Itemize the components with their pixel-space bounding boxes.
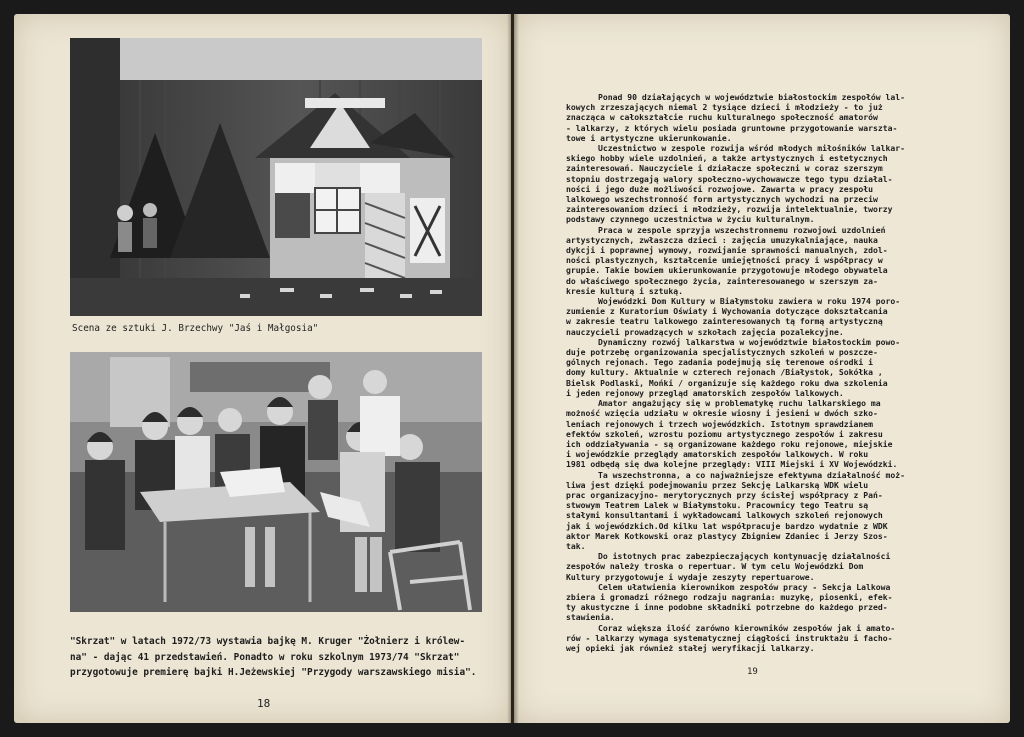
photo-puppet-theatre-stage [70,38,482,316]
body-line: Ta wszechstronna, a co najważniejsze efektywna działalność moż- [598,469,905,480]
body-paragraph [566,582,966,623]
page-number-right: 19 [747,667,758,677]
body-line: nauczycieli prowadzących w szkołach zajęcia pozalekcyjne. [566,326,844,337]
body-line: - lalkarzy, z których wielu posiada gruntowne przygotowanie warszta- [566,122,898,133]
page-number-left: 18 [257,697,271,710]
paragraph-line: na" - dając 41 przedstawień. Ponadto w roku szkolnym 1973/74 "Skrzat" [70,651,460,663]
body-line: leniach rejonowych i trzech wojewódzkich. Istotnym sprawdzianem [566,418,873,429]
body-line: artystycznych, zwłaszcza dzieci : zajęcia umuzykalniające, nauka [566,234,878,245]
body-paragraph [566,92,966,143]
body-line: Bielsk Podlaski, Mońki / organizuje się każdego roku dwa szkolenia [566,377,888,388]
body-paragraph [566,337,966,398]
body-line: Celem ułatwienia kierownikom zespołów pracy - Sekcja Lalkowa [598,581,891,592]
body-line: dykcji i poprawnej wymowy, rozwijanie sprawności manualnych, zdol- [566,245,888,256]
body-line: ności plastycznych, kształcenie umiejętności pracy i współpracy w [566,255,883,266]
body-line: ich oddziaływania - są organizowane każdego roku rejonowe, miejskie [566,438,893,449]
body-line: zespołów należy troska o repertuar. W tym celu Wojewódzki Dom [566,561,864,572]
body-paragraph [566,623,966,654]
stage-illustration [70,38,482,316]
photo-caption: Scena ze sztuki J. Brzechwy "Jaś i Małgosia" [72,323,319,334]
body-paragraph [566,143,966,225]
body-line: efektów szkoleń, wzrostu poziomu artystycznego zespołów i zakresu [566,428,883,439]
body-line: jak i wojewódzkich.Od kilku lat współpracuje bardzo wydatnie z WDK [566,520,888,531]
body-line: rów - lalkarzy wymaga systematycznej ciągłości instruktażu i facho- [566,632,893,643]
body-line: i jeden rejonowy przegląd amatorskich zespołów lalkowych. [566,387,844,398]
body-line: Uczestnictwo w zespole rozwija wśród młodych miłośników lalkar- [598,143,905,154]
body-line: lalkowego wszechstronność form artystycznych wychodzi na przeciw [566,194,878,205]
body-line: kowych zrzeszających niemal 2 tysiące dzieci i młodzieży - to już [566,102,883,113]
body-line: i wojewódzkie przeglądy amatorskich zespołów lalkowych. W roku [566,449,869,460]
body-paragraph [566,551,966,582]
book-gutter [507,14,519,723]
body-line: w zakresie teatru lalkowego zainteresowanych tą formą artystyczną [566,316,883,327]
body-line: ności i jego duże możliwości rozwojowe. Zawarta w pracy zespołu [566,183,873,194]
body-line: Dynamiczny rozwój lalkarstwa w województwie białostockim powo- [598,336,901,347]
body-line: Praca w zespole sprzyja wszechstronnemu rozwojowi uzdolnień [598,224,886,235]
body-line: możność wzięcia udziału w okresie wiosny i jesieni w dwóch szko- [566,408,878,419]
body-line: wej opieki jak również stałej weryfikacji lalkarzy. [566,642,815,653]
body-paragraph [566,398,966,469]
body-line: towe i artystyczne ukierunkowanie. [566,132,732,143]
body-paragraph [566,296,966,337]
body-line: stawienia. [566,612,615,623]
body-line: zbiera i gromadzi różnego rodzaju nagrania: muzykę, piosenki, efek- [566,591,893,602]
body-line: Ponad 90 działających w województwie białostockim zespołów lal- [598,92,905,102]
body-line: aktor Marek Kotkowski oraz plastycy Zbigniew Zdaniec i Jerzy Szos- [566,530,888,541]
right-page-body-text [566,92,966,653]
body-line: zainteresowaniom dzieci i młodzieży, rozwija intelektualnie, tworzy [566,204,893,215]
body-line: podstawy czynnego uczestnictwa w życiu kulturalnym. [566,214,815,225]
body-paragraph [566,470,966,552]
paragraph-line: "Skrzat" w latach 1972/73 wystawia bajkę M. Kruger "Żołnierz i królew- [70,636,466,647]
body-line: do właściwego społecznego życia, zainteresowanego w szerszym za- [566,275,878,286]
body-line: Wojewódzki Dom Kultury w Białymstoku zawiera w roku 1974 poro- [598,296,901,307]
photo-children-reading-group [70,352,482,612]
body-line: Kultury przygotowuje i wydaje zeszyty repertuarowe. [566,571,815,582]
left-page-paragraph [70,634,490,681]
body-line: Do istotnych prac zabezpieczających kontynuację działalności [598,551,891,562]
body-line: zumienie z Kuratorium Oświaty i Wychowania dotyczące dokształcania [566,306,888,317]
body-line: tak. [566,540,586,551]
body-line: skiego hobby wiele uzdolnień, a także artystycznych i estetycznych [566,153,888,164]
body-line: Amator angażujący się w problematykę ruchu lalkarskiego ma [598,398,881,409]
body-line: zainteresowań. Nauczyciele i działacze społeczni w coraz szerszym [566,163,883,174]
children-illustration [70,352,482,612]
body-line: 1981 odbędą się dwa kolejne przeglądy: VIII Miejski i XV Wojewódzki. [566,459,898,470]
body-line: stopniu dostrzegają walory społeczno-wychowawcze tego typu działal- [566,173,893,184]
body-line: domy kultury. Aktualnie w czterech rejonach /Białystok, Sokółka , [566,367,883,378]
body-line: kresie kulturą i sztuką. [566,285,683,296]
body-paragraph [566,225,966,296]
body-line: grupie. Takie bowiem ukierunkowanie przygotowuje młodego obywatela [566,265,888,276]
body-line: prac organizacyjno- merytorycznych przy ścisłej współpracy z Pań- [566,489,883,500]
body-line: gólnych rejonach. Tego zadania podejmują się terenowe ośrodki i [566,357,873,368]
paragraph-line: przygotowuje premierę bajki H.Jeżewskiej "Przygody warszawskiego misia". [70,667,477,678]
body-line: stałymi konsultantami i wykładowcami lalkowych szkoleń rejonowych [566,510,883,521]
body-line: liwa jest dzięki podejmowaniu przez Sekcję Lalkarską WDK wielu [566,479,869,490]
body-line: Coraz większa ilość zarówno kierowników zespołów jak i amato- [598,622,896,633]
body-line: stwowym Teatrem Lalek w Białymstoku. Pracownicy tego Teatru są [566,500,869,511]
body-line: ty akustyczne i inne podobne składniki potrzebne do każdego przed- [566,602,888,613]
body-line: duje potrzebę organizowania specjalistycznych szkoleń w poszcze- [566,347,878,358]
body-line: znacząca w całokształcie ruchu kulturalnego społeczność amatorów [566,112,878,123]
